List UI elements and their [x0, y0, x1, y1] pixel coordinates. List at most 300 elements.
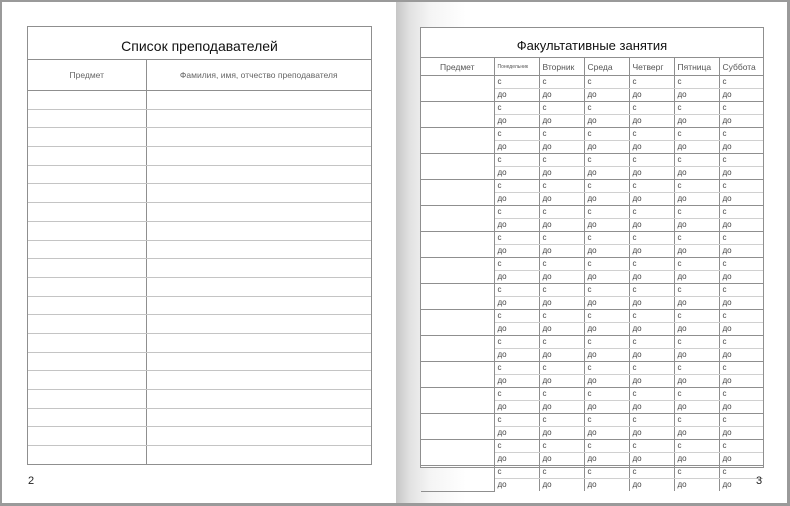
time-to-cell[interactable]: до	[494, 453, 539, 466]
time-from-cell[interactable]: с	[539, 310, 584, 323]
time-from-cell[interactable]: с	[584, 154, 629, 167]
time-to-cell[interactable]: до	[494, 271, 539, 284]
time-from-cell[interactable]: с	[539, 466, 584, 479]
time-to-cell[interactable]: до	[719, 375, 763, 388]
time-from-cell[interactable]: с	[494, 258, 539, 271]
time-from-cell[interactable]: с	[719, 180, 763, 193]
table-row	[421, 414, 763, 427]
subject-cell[interactable]	[28, 259, 146, 278]
time-to-cell[interactable]: до	[674, 297, 719, 310]
time-to-cell[interactable]: до	[539, 427, 584, 440]
table-row	[421, 102, 763, 115]
time-from-cell[interactable]: с	[494, 440, 539, 453]
time-to-cell[interactable]: до	[539, 141, 584, 154]
time-to-cell[interactable]: до	[494, 89, 539, 102]
time-from-cell[interactable]: с	[719, 414, 763, 427]
table-row	[28, 446, 371, 464]
time-from-cell[interactable]: с	[719, 362, 763, 375]
time-from-cell[interactable]: с	[539, 154, 584, 167]
time-from-cell[interactable]: с	[584, 284, 629, 297]
time-from-cell[interactable]: с	[494, 284, 539, 297]
notebook-spread	[2, 2, 787, 503]
table-row	[421, 336, 763, 349]
time-to-cell[interactable]: до	[629, 89, 674, 102]
time-from-cell[interactable]: с	[719, 466, 763, 479]
time-to-cell[interactable]: до	[584, 349, 629, 362]
day-header-5: Суббота	[719, 58, 763, 76]
time-from-cell[interactable]: с	[674, 76, 719, 89]
table-row	[28, 147, 371, 166]
time-to-cell[interactable]: до	[722, 480, 732, 489]
table-row	[421, 154, 763, 167]
time-to-cell[interactable]: до	[674, 323, 719, 336]
time-to-cell[interactable]: до	[719, 193, 763, 206]
subject-cell[interactable]	[28, 203, 146, 222]
time-to-cell[interactable]: до	[584, 115, 629, 128]
time-to-cell[interactable]: до	[584, 89, 629, 102]
time-from-cell[interactable]: с	[674, 388, 719, 401]
time-from-cell[interactable]: с	[539, 76, 584, 89]
table-row	[28, 240, 371, 259]
time-to-cell[interactable]: до	[629, 453, 674, 466]
time-from-cell[interactable]: с	[674, 440, 719, 453]
time-from-cell[interactable]: с	[539, 102, 584, 115]
teacher-name-cell[interactable]	[146, 296, 371, 315]
subject-cell[interactable]	[28, 165, 146, 184]
time-from-cell[interactable]: с	[674, 258, 719, 271]
time-to-cell[interactable]: до	[629, 323, 674, 336]
subject-cell[interactable]	[28, 427, 146, 446]
table-row	[28, 203, 371, 222]
time-to-cell[interactable]: до	[494, 115, 539, 128]
time-from-cell[interactable]: с	[719, 336, 763, 349]
time-from-cell[interactable]: с	[539, 258, 584, 271]
day-header-3: Четверг	[629, 58, 674, 76]
time-from-cell[interactable]: с	[584, 414, 629, 427]
table-row	[28, 91, 371, 110]
time-to-cell[interactable]: до	[584, 219, 629, 232]
subject-cell[interactable]	[28, 221, 146, 240]
time-to-cell[interactable]: до	[674, 349, 719, 362]
time-to-cell[interactable]: до	[494, 219, 539, 232]
time-from-cell[interactable]: с	[629, 128, 674, 141]
time-to-cell[interactable]: до	[539, 271, 584, 284]
time-to-cell[interactable]: до	[674, 167, 719, 180]
table-row	[421, 388, 763, 401]
table-row	[421, 232, 763, 245]
time-from-cell[interactable]: с	[494, 414, 539, 427]
time-to-cell[interactable]: до	[539, 323, 584, 336]
time-to-cell[interactable]: до	[719, 115, 763, 128]
time-to-cell[interactable]: до	[674, 193, 719, 206]
time-to-cell[interactable]: до	[629, 115, 674, 128]
time-from-cell[interactable]: с	[674, 336, 719, 349]
elective-classes-title: Факультативные занятия	[421, 28, 763, 58]
time-to-cell[interactable]: до	[494, 193, 539, 206]
time-to-cell[interactable]: до	[674, 401, 719, 414]
subject-cell[interactable]	[421, 206, 494, 232]
subject-cell[interactable]	[421, 440, 494, 466]
teacher-name-cell[interactable]	[146, 371, 371, 390]
time-from-cell[interactable]: с	[584, 336, 629, 349]
time-to-cell[interactable]: до	[494, 141, 539, 154]
time-to-cell[interactable]: до	[584, 167, 629, 180]
time-from-cell[interactable]: с	[584, 180, 629, 193]
time-from-cell[interactable]: с	[629, 440, 674, 453]
time-to-cell[interactable]: до	[584, 427, 629, 440]
time-to-cell[interactable]: до	[719, 167, 763, 180]
time-from-cell[interactable]: с	[674, 232, 719, 245]
time-from-cell[interactable]: с	[494, 362, 539, 375]
time-to-cell[interactable]: до	[719, 349, 763, 362]
subject-cell[interactable]	[421, 336, 494, 362]
table-row	[28, 184, 371, 203]
subject-cell[interactable]	[421, 102, 494, 128]
subject-cell[interactable]	[421, 258, 494, 284]
subject-cell[interactable]	[421, 388, 494, 414]
table-row	[28, 128, 371, 147]
teacher-name-cell[interactable]	[146, 109, 371, 128]
time-to-cell[interactable]: до	[674, 427, 719, 440]
subject-cell[interactable]	[28, 390, 146, 409]
teacher-name-cell[interactable]	[146, 390, 371, 409]
time-to-cell[interactable]: до	[539, 219, 584, 232]
time-from-cell[interactable]: с	[629, 76, 674, 89]
time-from-cell[interactable]: с	[584, 76, 629, 89]
page-number-left: 2	[28, 475, 35, 487]
time-to-cell[interactable]: до	[674, 115, 719, 128]
page-number-right: 3	[756, 475, 763, 487]
teacher-name-cell[interactable]	[146, 184, 371, 203]
time-from-cell[interactable]: с	[584, 310, 629, 323]
time-from-cell[interactable]: с	[719, 388, 763, 401]
time-from-cell[interactable]: с	[584, 362, 629, 375]
subject-cell[interactable]	[421, 154, 494, 180]
table-row	[28, 352, 371, 371]
time-to-cell[interactable]: до	[719, 271, 763, 284]
time-to-cell[interactable]: до	[719, 297, 763, 310]
time-to-cell[interactable]: до	[494, 427, 539, 440]
time-from-cell[interactable]: с	[629, 362, 674, 375]
time-from-cell[interactable]: с	[539, 414, 584, 427]
teachers-list-table	[27, 26, 372, 465]
time-from-cell[interactable]: с	[629, 206, 674, 219]
time-to-cell[interactable]: до	[494, 323, 539, 336]
time-to-cell[interactable]: до	[674, 271, 719, 284]
time-from-cell[interactable]: с	[539, 206, 584, 219]
time-to-cell[interactable]: до	[629, 141, 674, 154]
table-row	[421, 362, 763, 375]
time-from-cell[interactable]: с	[674, 362, 719, 375]
table-row	[28, 371, 371, 390]
time-from-cell[interactable]: с	[629, 310, 674, 323]
time-to-cell[interactable]: до	[539, 453, 584, 466]
time-from-cell[interactable]: с	[494, 206, 539, 219]
time-to-cell[interactable]: до	[674, 141, 719, 154]
teacher-name-cell[interactable]	[146, 315, 371, 334]
time-to-cell[interactable]: до	[539, 349, 584, 362]
time-from-cell[interactable]: с	[719, 154, 763, 167]
table-row	[28, 277, 371, 296]
subject-cell[interactable]	[28, 315, 146, 334]
teacher-name-cell[interactable]	[146, 259, 371, 278]
subject-cell[interactable]	[421, 284, 494, 310]
time-from-cell[interactable]: с	[584, 232, 629, 245]
time-from-cell[interactable]: с	[539, 180, 584, 193]
time-from-cell[interactable]: с	[494, 76, 539, 89]
time-from-cell[interactable]: с	[539, 440, 584, 453]
time-to-cell[interactable]: до	[629, 245, 674, 258]
time-to-cell[interactable]: до	[584, 401, 629, 414]
time-from-cell[interactable]: с	[584, 388, 629, 401]
subject-cell[interactable]	[28, 184, 146, 203]
day-header-0: Понедельник	[494, 58, 539, 76]
time-to-cell[interactable]: до	[719, 401, 763, 414]
subject-cell[interactable]	[28, 352, 146, 371]
time-from-cell[interactable]: с	[674, 102, 719, 115]
time-to-cell[interactable]: до	[539, 297, 584, 310]
time-to-cell[interactable]: до	[494, 375, 539, 388]
time-from-cell[interactable]: с	[539, 336, 584, 349]
time-from-cell[interactable]: с	[674, 128, 719, 141]
time-from-cell[interactable]: с	[629, 232, 674, 245]
time-to-cell[interactable]: до	[719, 427, 763, 440]
time-from-cell[interactable]: с	[584, 440, 629, 453]
table-row	[28, 427, 371, 446]
teacher-name-column-header: Фамилия, имя, отчество преподавателя	[146, 60, 371, 91]
time-from-cell[interactable]: с	[494, 102, 539, 115]
time-to-cell[interactable]: до	[584, 245, 629, 258]
subject-cell[interactable]	[28, 91, 146, 110]
day-header-2: Среда	[584, 58, 629, 76]
time-from-cell[interactable]: с	[494, 388, 539, 401]
time-from-cell[interactable]: с	[494, 336, 539, 349]
day-header-4: Пятница	[674, 58, 719, 76]
subject-cell[interactable]	[28, 296, 146, 315]
teacher-name-cell[interactable]	[146, 408, 371, 427]
time-to-cell[interactable]: до	[629, 297, 674, 310]
table-row	[28, 259, 371, 278]
time-to-cell[interactable]: до	[629, 427, 674, 440]
time-from-cell[interactable]: с	[719, 232, 763, 245]
subject-cell[interactable]	[28, 128, 146, 147]
subject-cell[interactable]	[28, 109, 146, 128]
time-from-cell[interactable]: с	[494, 180, 539, 193]
table-row	[421, 310, 763, 323]
time-from-cell[interactable]: с	[674, 310, 719, 323]
time-from-cell[interactable]: с	[719, 206, 763, 219]
time-to-cell[interactable]: до	[539, 375, 584, 388]
time-from-cell[interactable]: с	[539, 128, 584, 141]
time-to-cell[interactable]: до	[539, 245, 584, 258]
subject-cell[interactable]	[28, 408, 146, 427]
time-from-cell[interactable]: с	[719, 258, 763, 271]
subject-cell[interactable]	[421, 128, 494, 154]
time-from-cell[interactable]: с	[629, 258, 674, 271]
time-to-cell[interactable]: до	[584, 453, 629, 466]
table-row	[28, 315, 371, 334]
table-row	[28, 296, 371, 315]
elective-header-row	[421, 58, 763, 76]
teacher-name-cell[interactable]	[146, 352, 371, 371]
time-to-cell[interactable]: до	[494, 297, 539, 310]
table-row	[28, 408, 371, 427]
time-from-cell[interactable]: с	[674, 466, 719, 479]
time-from-cell[interactable]: с	[719, 128, 763, 141]
time-from-cell[interactable]: с	[629, 180, 674, 193]
table-row	[421, 466, 763, 479]
time-to-cell[interactable]: до	[584, 271, 629, 284]
right-page	[396, 2, 787, 503]
time-from-cell[interactable]: с	[629, 284, 674, 297]
time-from-cell[interactable]: с	[629, 388, 674, 401]
time-to-cell[interactable]: до	[494, 349, 539, 362]
time-to-cell[interactable]: до	[494, 401, 539, 414]
time-to-cell[interactable]: до	[629, 401, 674, 414]
time-to-cell[interactable]: до	[539, 115, 584, 128]
time-to-cell[interactable]: до	[674, 219, 719, 232]
time-to-cell[interactable]: до	[539, 89, 584, 102]
time-to-cell[interactable]: до	[494, 245, 539, 258]
time-from-cell[interactable]: с	[674, 414, 719, 427]
time-to-cell[interactable]: до	[584, 375, 629, 388]
time-to-cell[interactable]: до	[674, 479, 719, 492]
subject-cell[interactable]	[28, 240, 146, 259]
time-from-cell[interactable]: с	[494, 310, 539, 323]
subject-column-header: Предмет	[28, 60, 146, 91]
table-row	[28, 165, 371, 184]
time-from-cell[interactable]: с	[539, 232, 584, 245]
teacher-name-cell[interactable]	[146, 333, 371, 352]
time-from-cell[interactable]: с	[629, 336, 674, 349]
time-to-cell[interactable]: до	[629, 271, 674, 284]
subject-cell[interactable]	[421, 362, 494, 388]
time-to-cell[interactable]: до	[629, 479, 674, 492]
time-from-cell[interactable]: с	[584, 258, 629, 271]
time-from-cell[interactable]: с	[494, 466, 539, 479]
time-to-cell[interactable]: до	[629, 167, 674, 180]
time-from-cell[interactable]: с	[674, 284, 719, 297]
time-to-cell[interactable]: до	[539, 167, 584, 180]
table-row	[421, 128, 763, 141]
time-to-cell[interactable]: до	[719, 219, 763, 232]
subject-cell[interactable]	[28, 371, 146, 390]
time-from-cell[interactable]: с	[494, 128, 539, 141]
time-from-cell[interactable]: с	[629, 414, 674, 427]
teacher-name-cell[interactable]	[146, 427, 371, 446]
time-to-cell[interactable]: до	[584, 297, 629, 310]
table-row	[28, 109, 371, 128]
subject-cell[interactable]	[421, 414, 494, 440]
subject-cell[interactable]	[421, 76, 494, 102]
teacher-name-cell[interactable]	[146, 221, 371, 240]
teacher-name-cell[interactable]	[146, 240, 371, 259]
time-to-cell[interactable]: до	[719, 141, 763, 154]
day-header-1: Вторник	[539, 58, 584, 76]
time-from-cell[interactable]: с	[674, 180, 719, 193]
time-to-cell[interactable]: до	[584, 193, 629, 206]
subject-cell[interactable]	[28, 333, 146, 352]
time-from-cell[interactable]: с	[719, 310, 763, 323]
time-to-cell[interactable]: до	[494, 167, 539, 180]
time-from-cell[interactable]: с	[629, 102, 674, 115]
time-to-cell[interactable]: до	[584, 141, 629, 154]
time-to-cell[interactable]: до	[584, 323, 629, 336]
subject-cell[interactable]	[421, 310, 494, 336]
time-to-cell[interactable]: до	[719, 323, 763, 336]
time-from-cell[interactable]: с	[584, 102, 629, 115]
teacher-name-cell[interactable]	[146, 446, 371, 464]
time-to-cell[interactable]: до	[674, 89, 719, 102]
teacher-name-cell[interactable]	[146, 128, 371, 147]
table-row	[28, 390, 371, 409]
time-to-cell[interactable]: до	[539, 479, 584, 492]
table-row	[28, 221, 371, 240]
time-to-cell[interactable]: до	[674, 245, 719, 258]
teachers-list-title: Список преподавателей	[28, 27, 371, 60]
teacher-name-cell[interactable]	[146, 203, 371, 222]
time-from-cell[interactable]: с	[494, 232, 539, 245]
teacher-name-cell[interactable]	[146, 277, 371, 296]
time-to-cell[interactable]: до	[584, 479, 629, 492]
time-to-cell[interactable]: до	[629, 193, 674, 206]
time-from-cell[interactable]: с	[719, 284, 763, 297]
time-from-cell[interactable]: с	[629, 466, 674, 479]
time-to-cell[interactable]: до	[674, 375, 719, 388]
table-row	[28, 333, 371, 352]
time-from-cell[interactable]: с	[539, 284, 584, 297]
time-from-cell[interactable]: с	[719, 102, 763, 115]
time-from-cell[interactable]: с	[629, 154, 674, 167]
time-from-cell[interactable]: с	[719, 76, 763, 89]
time-from-cell[interactable]: с	[674, 154, 719, 167]
time-from-cell[interactable]: с	[719, 440, 763, 453]
time-from-cell[interactable]: с	[584, 206, 629, 219]
table-row	[421, 258, 763, 271]
time-to-cell[interactable]: до	[674, 453, 719, 466]
time-from-cell[interactable]: с	[674, 206, 719, 219]
teacher-name-cell[interactable]	[146, 91, 371, 110]
subject-cell[interactable]	[28, 277, 146, 296]
table-row	[421, 284, 763, 297]
time-to-cell[interactable]: до	[629, 349, 674, 362]
table-row	[421, 180, 763, 193]
time-to-cell[interactable]: до	[539, 193, 584, 206]
subject-cell[interactable]	[421, 232, 494, 258]
subject-cell[interactable]	[28, 446, 146, 464]
time-from-cell[interactable]: с	[539, 388, 584, 401]
time-from-cell[interactable]: с	[494, 154, 539, 167]
subject-cell[interactable]	[421, 180, 494, 206]
elective-classes-table	[420, 27, 764, 489]
time-to-cell[interactable]: до	[494, 479, 539, 492]
time-to-cell[interactable]: до	[629, 219, 674, 232]
time-to-cell[interactable]: до	[719, 245, 763, 258]
time-from-cell[interactable]: с	[584, 466, 629, 479]
teacher-name-cell[interactable]	[146, 147, 371, 166]
time-to-cell[interactable]: до	[629, 375, 674, 388]
subject-column-header: Предмет	[421, 58, 494, 76]
subject-cell[interactable]	[28, 147, 146, 166]
left-page	[2, 2, 396, 503]
time-to-cell[interactable]: до	[719, 453, 763, 466]
time-from-cell[interactable]: с	[584, 128, 629, 141]
time-from-cell[interactable]: с	[539, 362, 584, 375]
time-to-cell[interactable]: до	[539, 401, 584, 414]
teacher-name-cell[interactable]	[146, 165, 371, 184]
time-to-cell[interactable]: до	[719, 89, 763, 102]
subject-cell[interactable]	[421, 466, 494, 492]
